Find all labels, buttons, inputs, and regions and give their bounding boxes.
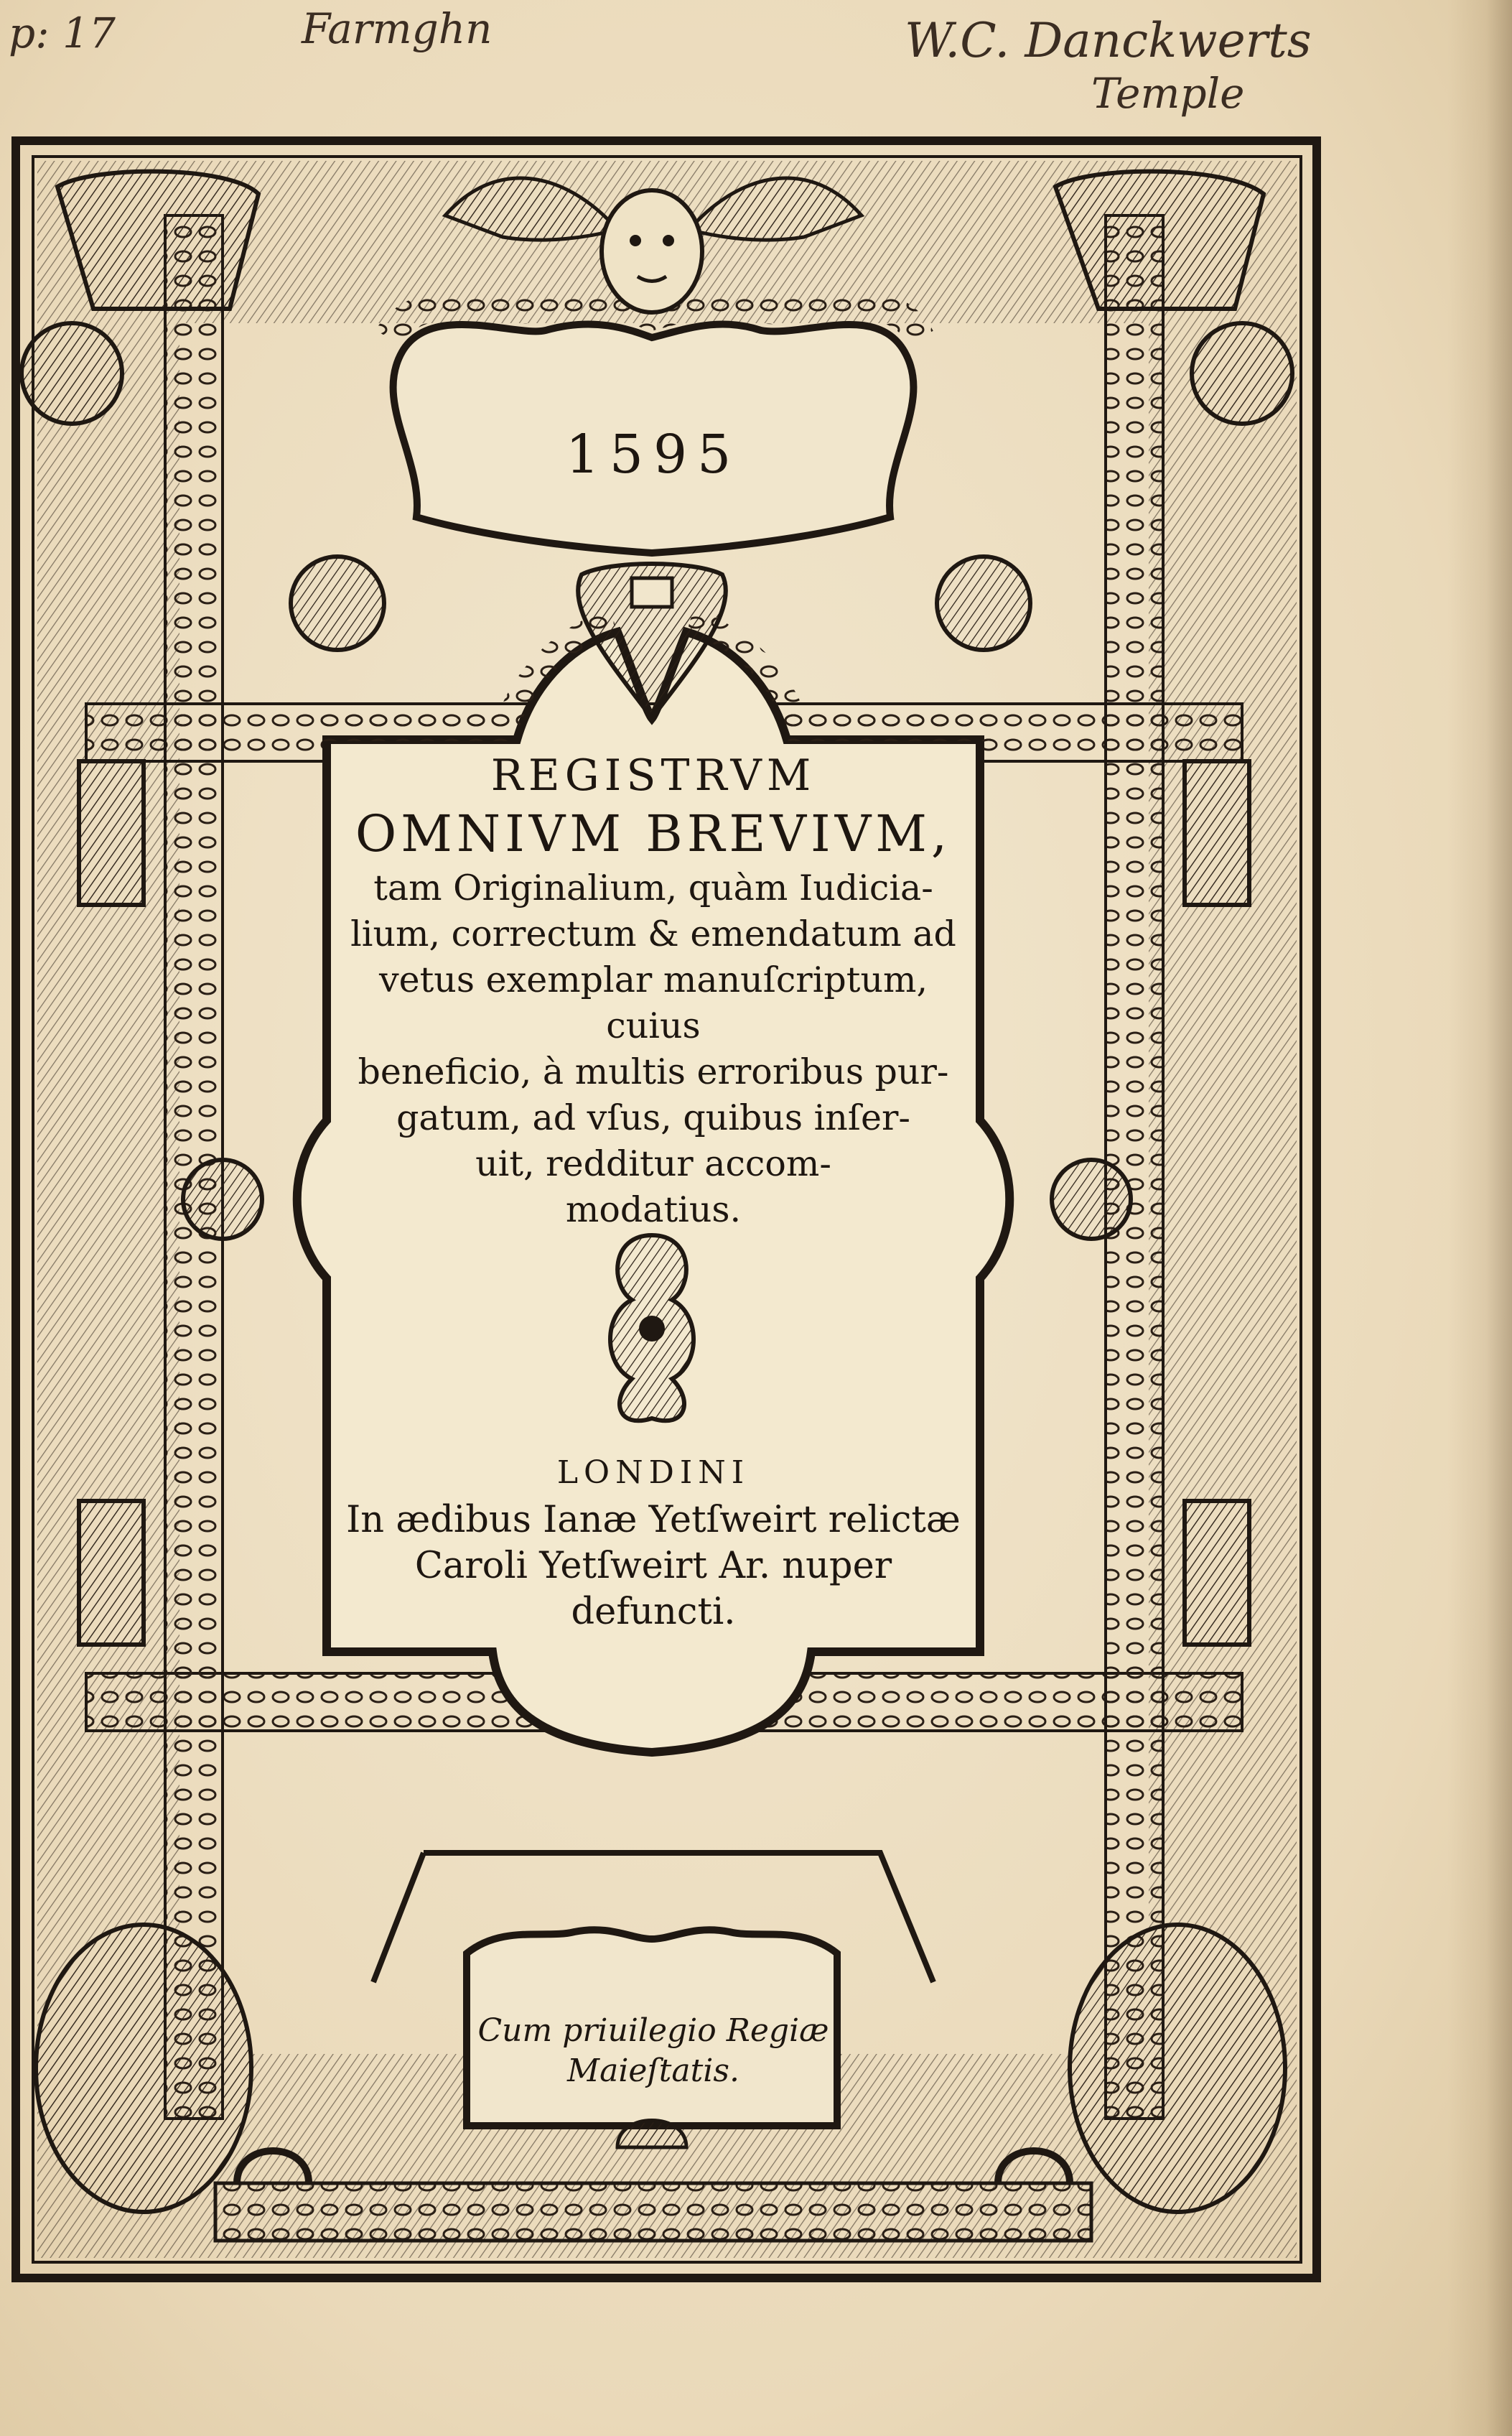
imprint-line: Caroli Yetſweirt Ar. nuper [414, 1545, 892, 1587]
shelf-mark-note: p: 17 [9, 9, 116, 57]
imprint-place: LONDINI [556, 1454, 750, 1491]
owner-signature: W.C. Danckwerts [905, 13, 1312, 68]
subtitle-block [327, 865, 980, 1233]
subtitle-line: lium, correctum & emendatum ad [350, 914, 956, 954]
imprint-line: defuncti. [571, 1591, 736, 1633]
royal-privilege [474, 2011, 833, 2091]
publication-year: 1595 [565, 424, 742, 485]
subtitle-line: modatius. [565, 1189, 742, 1230]
title-line-2: OMNIVM BREVIVM, [355, 804, 952, 863]
imprint-line: In ædibus Ianæ Yetſweirt relictæ [346, 1499, 961, 1541]
subtitle-line: beneficio, à multis erroribus pur- [358, 1051, 949, 1092]
subtitle-line: uit, redditur accom- [475, 1143, 831, 1184]
owner-signature-line2: Temple [1091, 69, 1245, 118]
subtitle-line: tam Originalium, quàm Iudicia- [373, 868, 933, 908]
imprint-block [345, 1497, 962, 1635]
subtitle-line: gatum, ad vſus, quibus inſer- [396, 1097, 910, 1138]
title-line-1: REGISTRVM [490, 750, 816, 801]
subtitle-line: vetus exemplar manuſcriptum, cuius [378, 959, 928, 1046]
manuscript-name-note: Farmghn [302, 4, 493, 53]
printers-fleuron [610, 1235, 694, 1421]
privilege-line: Maieſtatis. [567, 2053, 739, 2089]
privilege-line: Cum priuilegio Regiæ [477, 2012, 829, 2049]
